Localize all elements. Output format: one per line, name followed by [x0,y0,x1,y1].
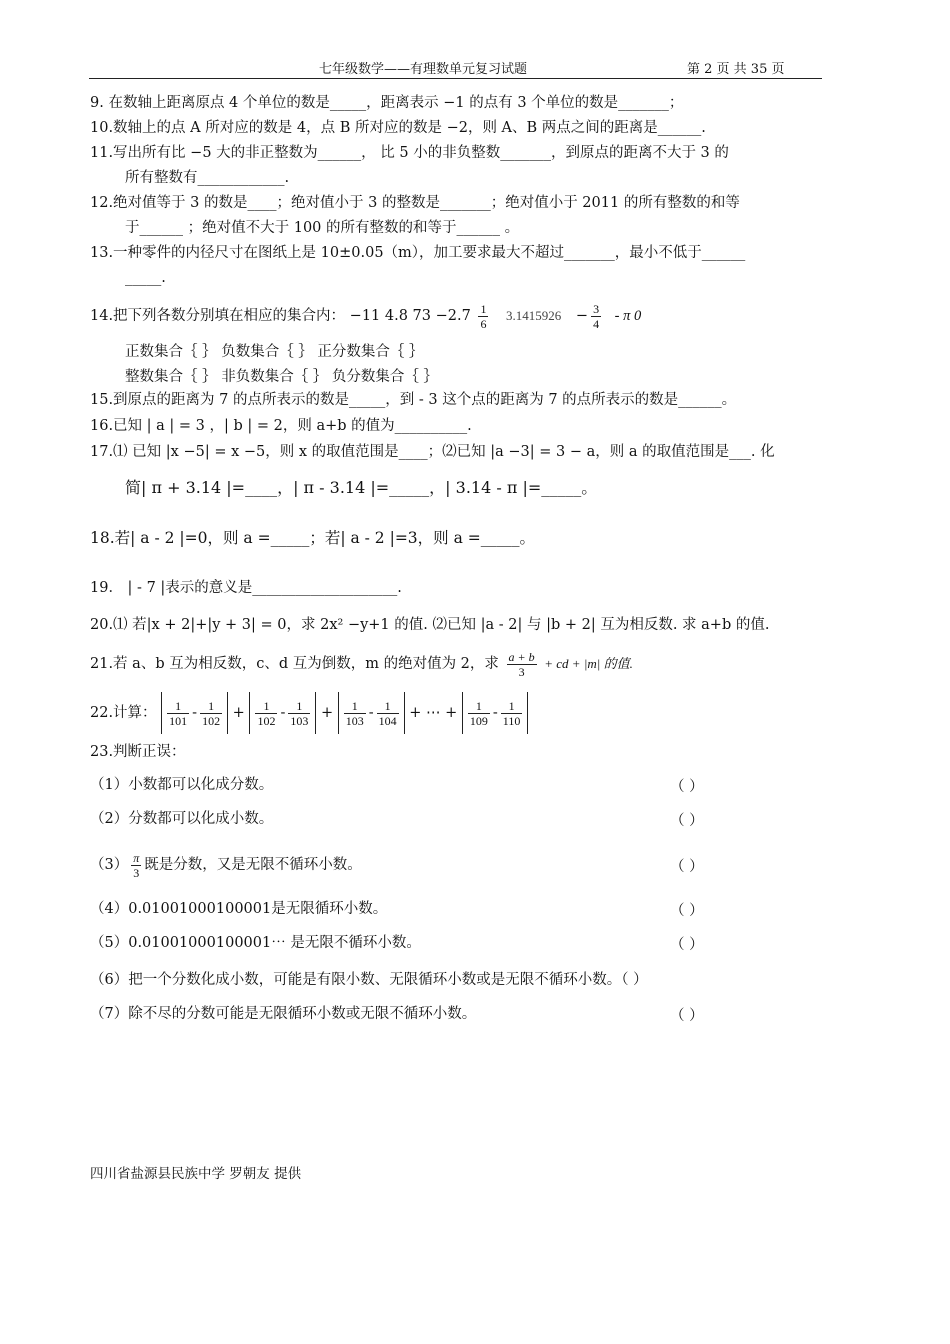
question-18: 18.若| a - 2 |=0，则 a =_____；若| a - 2 |=3，则 a =_____。 [90,529,535,547]
header-page-number: 第 2 页 共 35 页 [687,62,785,77]
question-9: 9. 在数轴上距离原点 4 个单位的数是_____，距离表示 −1 的点有 3 个单位的数是_______； [90,95,684,111]
question-17-line1: 17.⑴ 已知 |x −5| = x −5，则 x 的取值范围是____；⑵已知 |a −3| = 3 − a，则 a 的取值范围是___. 化 [90,444,775,460]
question-15: 15.到原点的距离为 7 的点所表示的数是_____，到 - 3 这个点的距离为 7 的点所表示的数是______。 [90,392,737,408]
question-21 [90,644,633,684]
question-14-tail: - π 0 [614,308,642,324]
judge-paren-7[interactable]: （ ） [670,1008,704,1024]
judge-item-4: （4）0.01001000100001是无限循环小数。 [90,901,388,917]
judge-paren-5[interactable]: （ ） [670,937,704,953]
judge-3-prefix: （3） [90,857,129,873]
abs-term-last: $\frac{1}{109}$ - $\frac{1}{110}$ [462,692,528,734]
set-row-2: 整数集合｛ ｝ 非负数集合｛ ｝ 负分数集合｛ ｝ [125,369,439,385]
question-10: 10.数轴上的点 A 所对应的数是 4，点 B 所对应的数是 −2，则 A、B 两点之间的距离是______. [90,120,706,136]
ellipsis-sum: + ⋯ + [409,705,458,721]
fraction-a-plus-b-over-3: $\frac{a + b}{3}$ [508,649,535,679]
question-12-line2: 于______ ；绝对值不大于 100 的所有整数的和等于______ 。 [125,220,520,236]
set-row-1: 正数集合｛ ｝ 负数集合｛ ｝ 正分数集合｛ ｝ [125,344,424,360]
question-11-line1: 11.写出所有比 −5 大的非正整数为______， 比 5 小的非负整数_______，到原点的距离不大于 3 的 [90,145,729,161]
fraction-pi-over-3: $\frac{\pi}{3}$ [133,850,140,880]
header-rule [89,78,822,79]
question-23: 23.判断正误： [90,744,186,760]
question-14-prefix: 14.把下列各数分别填在相应的集合内： −11 4.8 73 −2.7 [90,308,471,324]
question-12-line1: 12.绝对值等于 3 的数是____；绝对值小于 3 的整数是_______；绝对值小于 2011 的所有整数的和等 [90,195,740,211]
page-header [89,58,822,78]
number-pi-approx: 3.1415926 [506,308,562,323]
question-21-tail: + cd + |m| 的值. [544,656,633,671]
abs-term-1: $\frac{1}{101}$ - $\frac{1}{102}$ [161,692,228,734]
abs-term-2: $\frac{1}{102}$ - $\frac{1}{103}$ [249,692,316,734]
question-14 [90,296,641,336]
judge-3-text: 既是分数，又是无限不循环小数。 [144,857,362,873]
abs-term-3: $\frac{1}{103}$ - $\frac{1}{104}$ [338,692,405,734]
judge-paren-4[interactable]: （ ） [670,903,704,919]
question-21-prefix: 21.若 a、b 互为相反数，c、d 互为倒数，m 的绝对值为 2，求 [90,656,499,672]
question-11-line2: 所有整数有____________. [125,170,290,186]
question-22: 22.计算： $\frac{1}{101}$ - $\frac{1}{102}$ + $\frac{1}{102}$ - $\frac{1}{103}$ + $\frac{1}{103}$ - $\frac{1}{104}$ + ⋯ + $\frac{1}{109}$ - $\frac{1}{110}$ [90,692,528,734]
judge-item-5: （5）0.01001000100001⋯ 是无限不循环小数。 [90,935,421,951]
judge-paren-3[interactable]: （ ） [670,859,704,875]
question-13-line1: 13.一种零件的内径尺寸在图纸上是 10±0.05（m），加工要求最大不超过_______，最小不低于______ [90,245,746,261]
question-19: 19． | - 7 |表示的意义是____________________. [90,580,402,596]
fraction-three-quarters: $\frac{3}{4}$ [593,301,600,331]
question-13-line2: _____. [125,270,166,286]
fraction-one-sixth: $\frac{1}{6}$ [480,301,487,331]
judge-item-3 [90,846,362,884]
judge-item-1: （1）小数都可以化成分数。 [90,777,274,793]
question-22-prefix: 22.计算： [90,705,157,721]
judge-item-2: （2）分数都可以化成小数。 [90,811,274,827]
question-17-line2: 简| π + 3.14 |=____，| π - 3.14 |=_____，| 3.14 - π |=_____。 [125,478,598,497]
question-16: 16.已知 | a | = 3 ，| b | = 2，则 a+b 的值为__________. [90,418,472,434]
judge-item-6: （6）把一个分数化成小数，可能是有限小数、无限循环小数或是无限不循环小数。（ ） [90,972,648,988]
judge-item-7: （7）除不尽的分数可能是无限循环小数或无限不循环小数。 [90,1006,477,1022]
header-title: 七年级数学——有理数单元复习试题 [319,62,528,77]
question-20: 20.⑴ 若|x + 2|+|y + 3| = 0，求 2x² −y+1 的值. ⑵已知 |a - 2| 与 |b + 2| 互为相反数. 求 a+b 的值. [90,617,770,633]
footer-credit: 四川省盐源县民族中学 罗朝友 提供 [90,1166,302,1182]
minus-sign: − [575,308,589,324]
judge-paren-2[interactable]: （ ） [670,813,704,829]
judge-paren-1[interactable]: （ ） [670,779,704,795]
